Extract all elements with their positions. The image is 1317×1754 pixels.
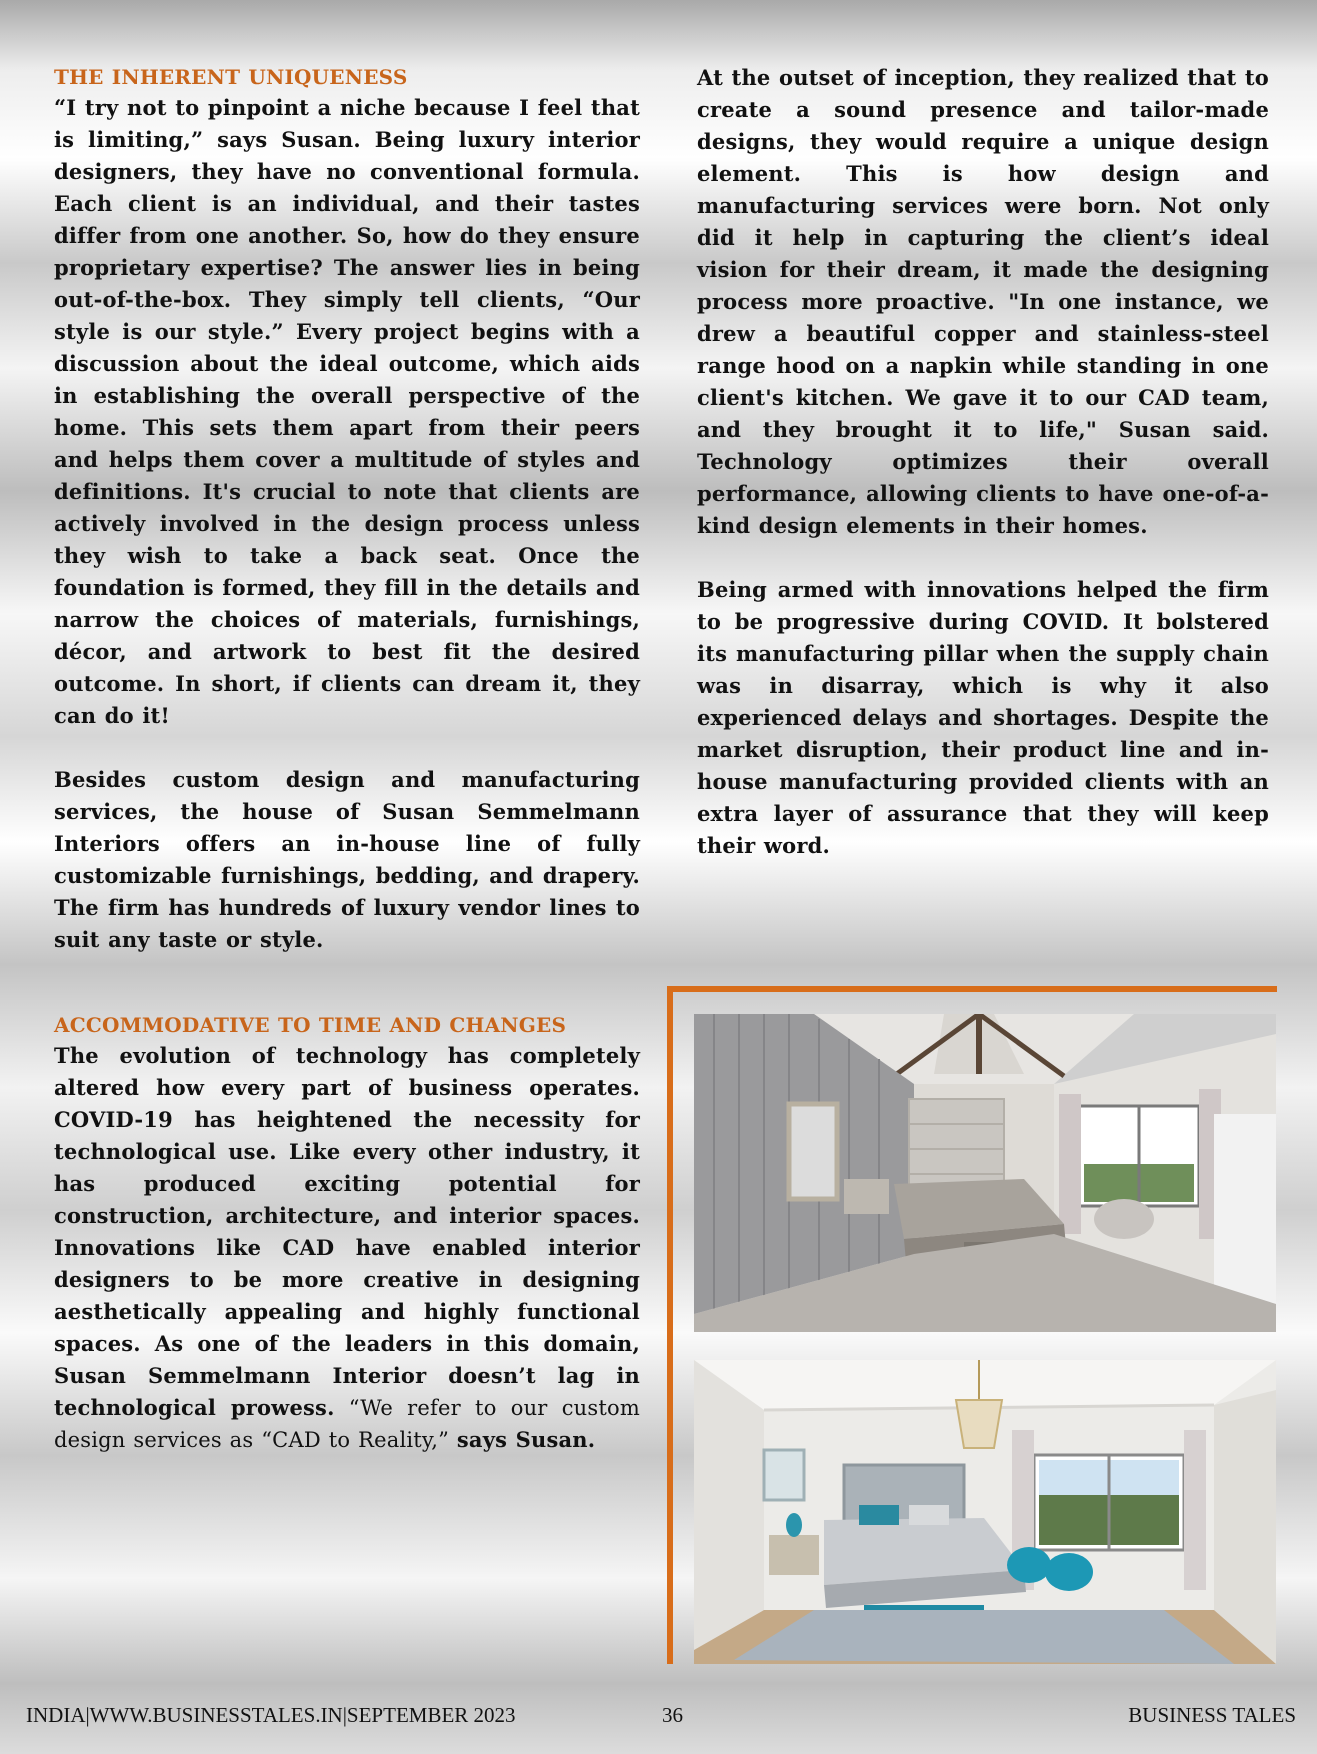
bedroom-photo-blue-drawing xyxy=(694,1360,1276,1664)
footer-page-number: 36 xyxy=(662,1703,683,1727)
frame-left-bar xyxy=(667,986,673,1664)
frame-top-bar xyxy=(667,986,1277,992)
footer-magazine-name: BUSINESS TALES xyxy=(1128,1703,1296,1727)
bedroom-photo-grey xyxy=(694,1014,1276,1332)
paragraph-inception: At the outset of inception, they realized that to create a sound presence and tailor-made designs, they would require a unique design element. This is how design and manufacturing services were born. Not only did it help in capturing the client’s ideal vision for their dream, it made the designing process more proactive. "In one instance, we drew a beautiful copper and stainless-steel range hood on a napkin while standing in one client's kitchen. We gave it to our CAD team, and they brought it to life," Susan said. Technology optimizes their overall performance, allowing clients to have one-of-a-kind design elements in their homes. xyxy=(697,65,1269,538)
section-heading-accommodative: ACCOMMODATIVE TO TIME AND CHANGES xyxy=(54,1013,567,1037)
footer-publication-info: INDIA|WWW.BUSINESSTALES.IN|SEPTEMBER 2023 xyxy=(26,1703,516,1727)
bedroom-photo-blue xyxy=(694,1360,1276,1664)
paragraph-covid: Being armed with innovations helped the firm to be progressive during COVID. It bolstered its manufacturing pillar when the supply chain was in disarray, which is why it also experienced delays and shortages. Despite the market disruption, their product line and in-house manufacturing provided clients with an extra layer of assurance that they will keep their word. xyxy=(697,577,1269,858)
technology-text: The evolution of technology has completely altered how every part of business operates. COVID-19 has heightened the necessity for technological use. Like every other industry, it has produced exciting potential for construction, architecture, and interior spaces. Innovations like CAD have enabled interior designers to be more creative in designing aesthetically appealing and highly functional spaces. As one of the leaders in this domain, Susan Semmelmann Interior doesn’t lag in technological prowess. xyxy=(54,1043,640,1420)
cad-quote: “We refer to our custom design services as “CAD to Reality,” xyxy=(54,1396,640,1452)
paragraph-custom-design: Besides custom design and manufacturing services, the house of Susan Semmelmann Interiors offers an in-house line of fully customizable furnishings, bedding, and drapery. The firm has hundreds of luxury vendor lines to suit any taste or style. xyxy=(54,767,640,952)
paragraph-uniqueness: “I try not to pinpoint a niche because I feel that is limiting,” says Susan. Being luxury interior designers, they have no conventional formula. Each client is an individual, and their tastes differ from one another. So, how do they ensure proprietary expertise? The answer lies in being out-of-the-box. They simply tell clients, “Our style is our style.” Every project begins with a discussion about the ideal outcome, which aids in establishing the overall perspective of the home. This sets them apart from their peers and helps them cover a multitude of styles and definitions. It's crucial to note that clients are actively involved in the design process unless they wish to take a back seat. Once the foundation is formed, they fill in the details and narrow the choices of materials, furnishings, décor, and artwork to best fit the desired outcome. In short, if clients can dream it, they can do it! xyxy=(54,95,640,728)
paragraph-technology xyxy=(54,1040,640,1456)
says-susan: says Susan. xyxy=(456,1427,596,1452)
right-column xyxy=(697,62,1269,862)
section-heading-inherent-uniqueness: THE INHERENT UNIQUENESS xyxy=(54,65,408,89)
left-column xyxy=(54,62,640,1456)
bedroom-photo-grey-drawing xyxy=(694,1014,1276,1332)
